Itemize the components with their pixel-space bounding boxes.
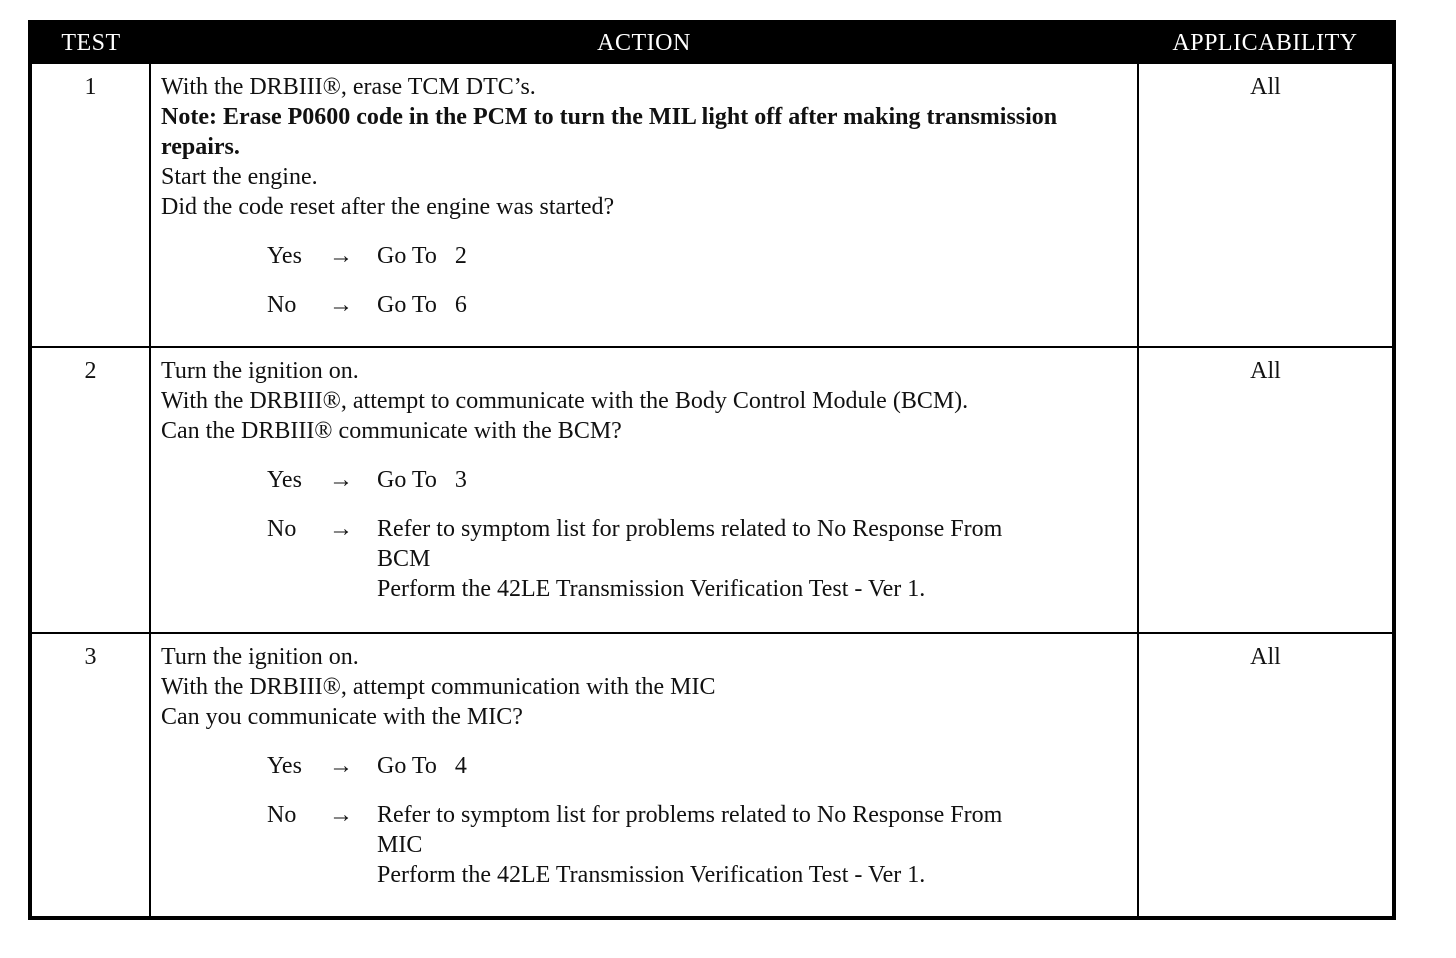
arrow-icon: → [329,753,353,779]
action-line: With the DRBIII®, erase TCM DTC’s. [161,74,536,100]
test-number: 2 [30,347,150,633]
no-branch [267,800,1131,890]
yes-result-text: Go To 3 [377,467,467,493]
table-row [30,63,1394,347]
arrow-icon: → [329,516,353,542]
action-line: Can you communicate with the MIC? [161,704,523,730]
no-branch [267,514,1131,604]
applicability-value: All [1138,63,1394,347]
test-number: 1 [30,63,150,347]
action-cell [150,63,1138,347]
no-result [377,514,1131,604]
yes-label: Yes [267,753,302,779]
no-result-text: Go To 6 [377,292,467,318]
action-line: With the DRBIII®, attempt communication with the MIC [161,674,716,700]
action-line: Start the engine. [161,164,318,190]
yes-result-text: Go To 4 [377,753,467,779]
header-applicability: APPLICABILITY [1138,22,1394,63]
no-label: No [267,802,297,828]
yes-result [377,465,1131,495]
no-result-line: Refer to symptom list for problems related to No Response From [377,802,1003,828]
no-branch [267,290,1131,320]
yes-result [377,751,1131,781]
action-line: Can the DRBIII® communicate with the BCM? [161,418,622,444]
table-header-row [30,22,1394,63]
action-line: With the DRBIII®, attempt to communicate with the Body Control Module (BCM). [161,388,969,414]
action-cell [150,347,1138,633]
action-note: Note: Erase P0600 code in the PCM to turn the MIL light off after making transmission repairs. [161,104,1058,160]
arrow-icon: → [329,802,353,828]
no-result [377,800,1131,890]
no-result-line: MIC [377,832,423,858]
no-result-line: Perform the 42LE Transmission Verification Test - Ver 1. [377,862,926,888]
applicability-value: All [1138,633,1394,918]
action-cell [150,633,1138,918]
yes-label: Yes [267,467,302,493]
action-line: Did the code reset after the engine was started? [161,194,615,220]
no-label: No [267,292,297,318]
diagnostic-test-table [28,20,1396,920]
arrow-icon: → [329,292,353,318]
no-result-line: Perform the 42LE Transmission Verification Test - Ver 1. [377,576,926,602]
action-line: Turn the ignition on. [161,644,359,670]
yes-branch [267,751,1131,781]
header-action: ACTION [150,22,1138,63]
table-row [30,633,1394,918]
yes-result-text: Go To 2 [377,243,467,269]
yes-label: Yes [267,243,302,269]
yes-branch [267,241,1131,271]
action-line: Turn the ignition on. [161,358,359,384]
yes-branch [267,465,1131,495]
test-number: 3 [30,633,150,918]
header-test: TEST [30,22,150,63]
no-result-line: Refer to symptom list for problems related to No Response From [377,516,1003,542]
no-result-line: BCM [377,546,431,572]
yes-result [377,241,1131,271]
arrow-icon: → [329,243,353,269]
arrow-icon: → [329,467,353,493]
applicability-value: All [1138,347,1394,633]
no-result [377,290,1131,320]
no-label: No [267,516,297,542]
table-row [30,347,1394,633]
